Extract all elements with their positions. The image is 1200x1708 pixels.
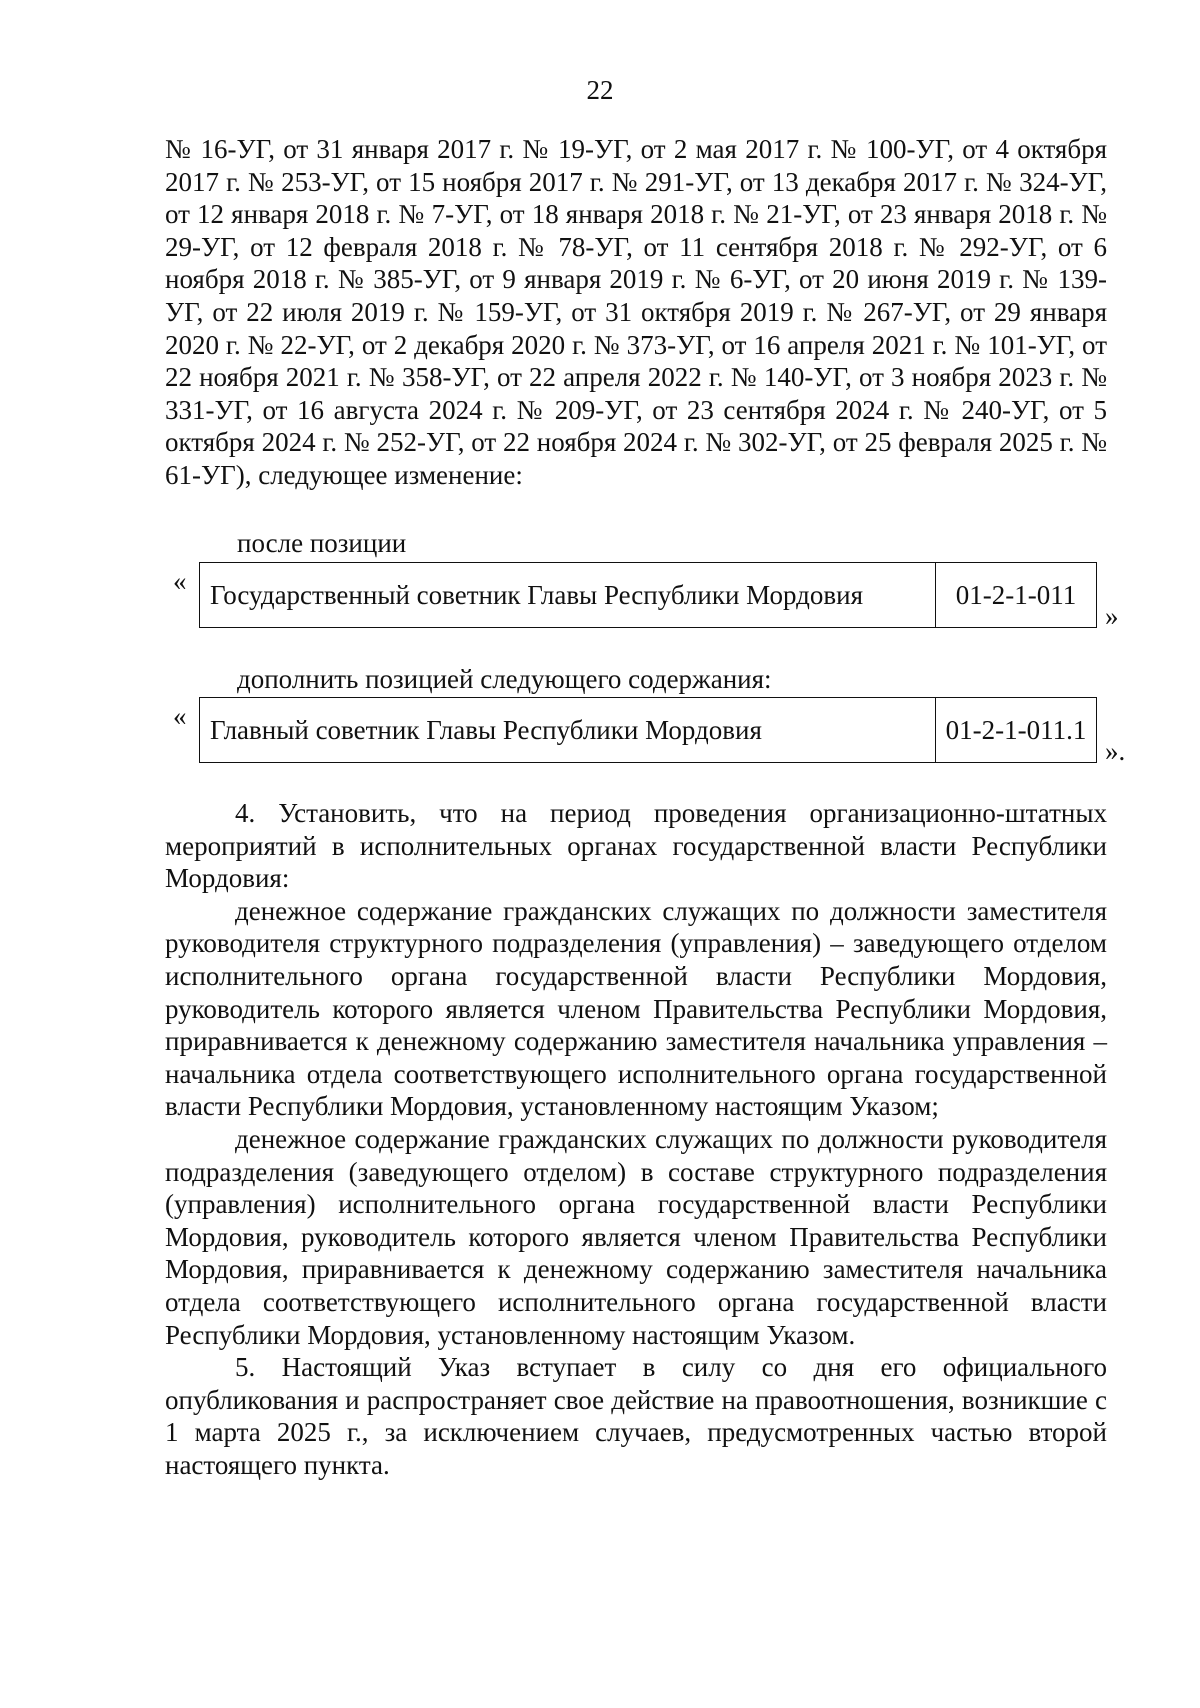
open-quote-1: «	[173, 566, 187, 596]
item-5: 5. Настоящий Указ вступает в силу со дня его официального опубликования и распространяет свое действие на правоотношения, возникшие с 1 марта 2025 г., за исключением случаев, предусмотренных частью второй настоящего пункта.	[165, 1352, 1107, 1480]
position-table-1	[199, 562, 1097, 628]
items-block	[165, 797, 1107, 1481]
item-4-subparagraph-1: денежное содержание гражданских служащих по должности заместителя руководителя структурного подразделения (управления) – заведующего отделом исполнительного органа государственной власти Республики Мордовия, руководитель которого является членом Правительства Республики Мордовия, приравнивается к денежному содержанию заместителя начальника управления – начальника отдела соответствующего исполнительного органа государственной власти Республики Мордовия, установленному настоящим Указом;	[165, 895, 1107, 1122]
table-row	[200, 563, 1097, 628]
page-number: 22	[586, 75, 614, 105]
position-title-cell: Главный советник Главы Республики Мордовия	[200, 698, 936, 763]
after-position-label: после позиции	[237, 528, 407, 558]
item-4-intro: 4. Установить, что на период проведения организационно-штатных мероприятий в исполнительных органах государственной власти Республики Мордовия:	[165, 798, 1107, 894]
close-quote-1: »	[1105, 601, 1119, 631]
item-4-subparagraph-2: денежное содержание гражданских служащих по должности руководителя подразделения (заведующего отделом) в составе структурного подразделения (управления) исполнительного органа государственной власти Республики Мордовия, руководитель которого является членом Правительства Республики Мордовия, приравнивается к денежному содержанию заместителя начальника отдела соответствующего исполнительного органа государственной власти Республики Мордовия, установленному настоящим Указом.	[165, 1123, 1107, 1350]
intro-paragraph: № 16-УГ, от 31 января 2017 г. № 19-УГ, от 2 мая 2017 г. № 100-УГ, от 4 октября 2017 г. № 253-УГ, от 15 ноября 2017 г. № 291-УГ, от 13 декабря 2017 г. № 324-УГ, от 12 января 2018 г. № 7-УГ, от 18 января 2018 г. № 21-УГ, от 23 января 2018 г. № 29-УГ, от 12 февраля 2018 г. № 78-УГ, от 11 сентября 2018 г. № 292-УГ, от 6 ноября 2018 г. № 385-УГ, от 9 января 2019 г. № 6-УГ, от 20 июня 2019 г. № 139-УГ, от 22 июля 2019 г. № 159-УГ, от 31 октября 2019 г. № 267-УГ, от 29 января 2020 г. № 22-УГ, от 2 декабря 2020 г. № 373-УГ, от 16 апреля 2021 г. № 101-УГ, от 22 ноября 2021 г. № 358-УГ, от 22 апреля 2022 г. № 140-УГ, от 3 ноября 2023 г. № 331-УГ, от 16 августа 2024 г. № 209-УГ, от 23 сентября 2024 г. № 240-УГ, от 5 октября 2024 г. № 252-УГ, от 22 ноября 2024 г. № 302-УГ, от 25 февраля 2025 г. № 61-УГ), следующее изменение:	[165, 134, 1107, 490]
close-quote-2: ».	[1105, 736, 1126, 766]
position-code-cell: 01-2-1-011	[936, 563, 1097, 628]
intro-block	[165, 133, 1107, 492]
open-quote-2: «	[173, 701, 187, 731]
position-title-cell: Государственный советник Главы Республики Мордовия	[200, 563, 936, 628]
position-table-2	[199, 697, 1097, 763]
table-row	[200, 698, 1097, 763]
add-position-label: дополнить позицией следующего содержания:	[237, 664, 772, 694]
position-code-cell: 01-2-1-011.1	[936, 698, 1097, 763]
